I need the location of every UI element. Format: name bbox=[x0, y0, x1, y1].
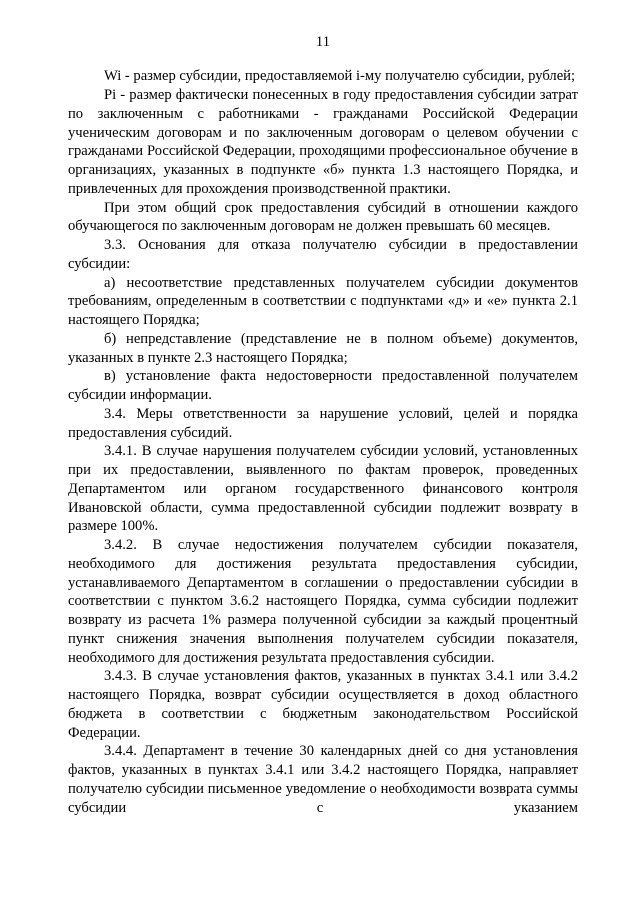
paragraph: Pi - размер фактически понесенных в году предоставления субсидии затрат по заключенным с работниками - гражданами Российской Федерации ученическим договорам и по заключенным договорам о целевом обучении с гражданами Российской Федерации, проходящими профессиональное обучение в организациях, указанных в подпункте «б» пункта 1.3 настоящего Порядка, и привлеченных для прохождения производственной практики. bbox=[68, 87, 578, 197]
paragraph: 3.4.4. Департамент в течение 30 календарных дней со дня установления фактов, указанных в пунктах 3.4.1 или 3.4.2 настоящего Порядка, направляет получателю субсидии письменное уведомление о необходимости возврата суммы субсидии с указанием bbox=[68, 743, 578, 816]
paragraph: При этом общий срок предоставления субсидий в отношении каждого обучающегося по заключенным договорам не должен превышать 60 месяцев. bbox=[68, 199, 578, 235]
paragraph: 3.4. Меры ответственности за нарушение условий, целей и порядка предоставления субсидий. bbox=[68, 405, 578, 441]
document-body bbox=[68, 67, 578, 817]
paragraph: 3.3. Основания для отказа получателю субсидии в предоставлении субсидии: bbox=[68, 237, 578, 272]
page-number: 11 bbox=[315, 34, 331, 50]
paragraph: в) установление факта недостоверности предоставленной получателем субсидии информации. bbox=[68, 368, 578, 404]
paragraph: 3.4.3. В случае установления фактов, указанных в пунктах 3.4.1 или 3.4.2 настоящего Порядка, возврат субсидии осуществляется в доход областного бюджета в соответствии с бюджетным законодательством Российской Федерации. bbox=[68, 668, 578, 741]
paragraph: а) несоответствие представленных получателем субсидии документов требованиям, определенным в соответствии с подпунктами «д» и «е» пункта 2.1 настоящего Порядка; bbox=[68, 274, 578, 329]
paragraph: б) непредставление (представление не в полном объеме) документов, указанных в пункте 2.3 настоящего Порядка; bbox=[68, 330, 578, 366]
paragraph: 3.4.1. В случае нарушения получателем субсидии условий, установленных при их предоставлении, выявленного по фактам проверок, проведенных Департаментом или органом государственного финансового контроля Ивановской области, сумма предоставленной субсидии подлежит возврату в размере 100%. bbox=[68, 443, 578, 535]
paragraph: 3.4.2. В случае недостижения получателем субсидии показателя, необходимого для достижения результата предоставления субсидии, устанавливаемого Департаментом в соглашении о предоставлении субсидии в соответствии с пунктом 3.6.2 настоящего Порядка, сумма субсидии подлежит возврату из расчета 1% размера полученной субсидии за каждый процентный пункт снижения значения выполнения получателем субсидии показателя, необходимого для достижения результата предоставления субсидии. bbox=[68, 537, 578, 666]
paragraph: Wi - размер субсидии, предоставляемой i-му получателю субсидии, рублей; bbox=[104, 68, 576, 85]
